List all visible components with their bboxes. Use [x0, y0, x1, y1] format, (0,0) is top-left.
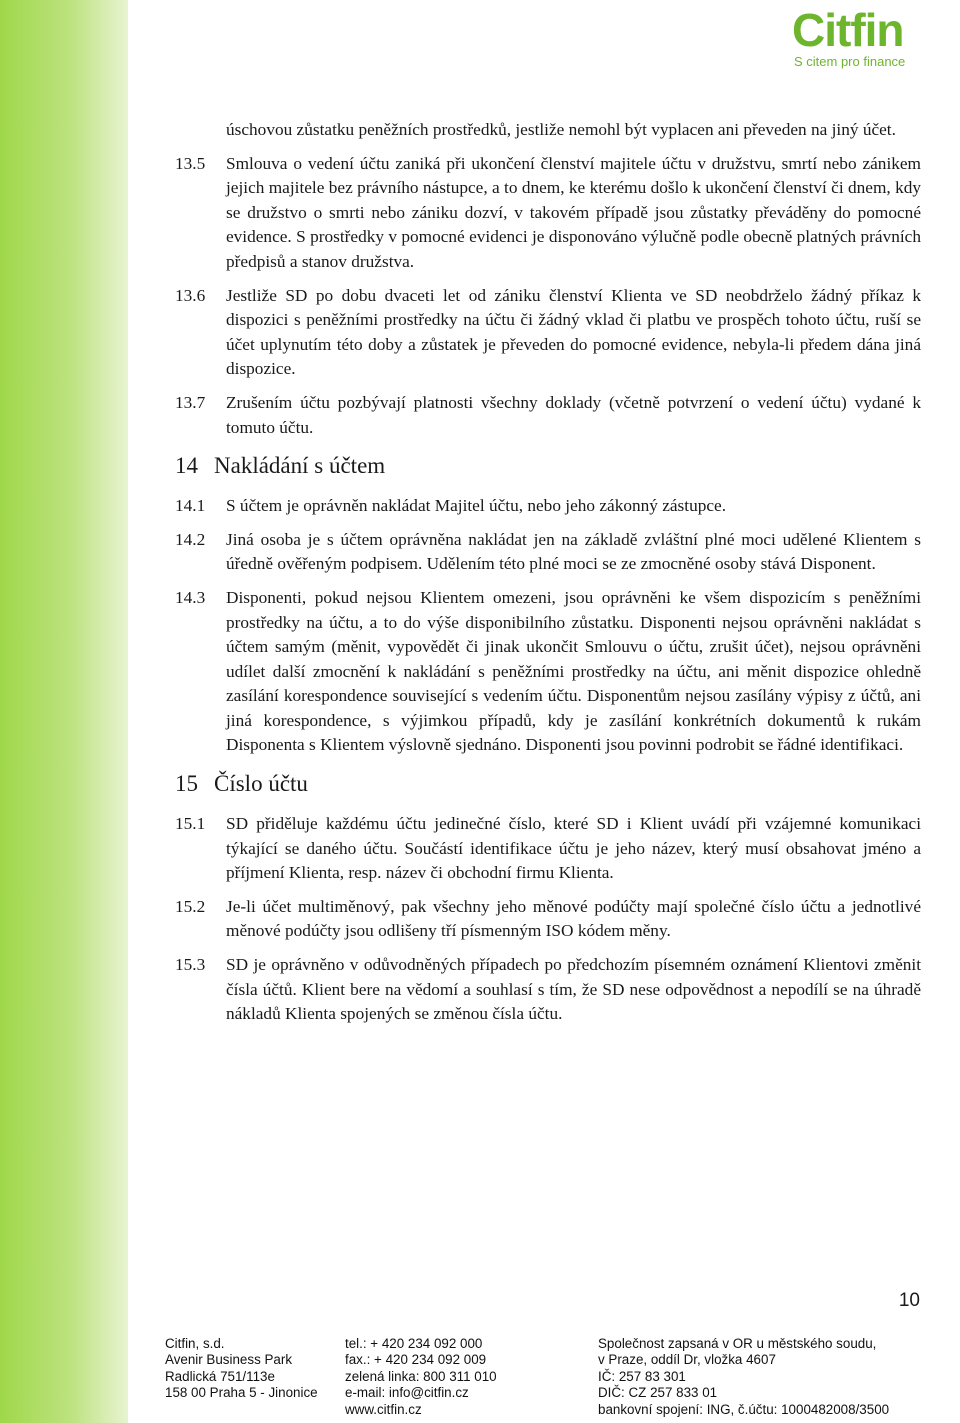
footer-line: IČ: 257 83 301: [598, 1368, 686, 1384]
footer-line: Avenir Business Park: [165, 1352, 293, 1368]
clause-14-2: [175, 528, 921, 577]
section-heading-15: [175, 770, 921, 798]
clause-15-2: [175, 895, 921, 944]
clause-number: 13.5: [175, 153, 206, 173]
clause-text: Je-li účet multiměnový, pak všechny jeho měnové podúčty mají společné číslo účtu a jednotlivé měnové podúčty jsou odlišeny tří písmenným ISO kódem měny.: [226, 896, 921, 941]
citfin-logo: [792, 6, 942, 69]
footer-email: e-mail: info@citfin.cz: [345, 1385, 469, 1401]
footer-line: Citfin, s.d.: [165, 1336, 225, 1351]
logo-wordmark: Citfin: [792, 4, 904, 56]
clause-13-5: [175, 152, 921, 275]
left-green-band: [0, 0, 128, 1423]
footer-line: Společnost zapsaná v OR u městského soudu,: [598, 1336, 877, 1351]
clause-number: 13.6: [175, 285, 206, 305]
clause-text: Zrušením účtu pozbývají platnosti všechny doklady (včetně potvrzení o vedení účtu) vydané k tomuto účtu.: [226, 392, 921, 437]
paragraph-continuation: úschovou zůstatku peněžních prostředků, jestliže nemohl být vyplacen ani převeden na jiný účet.: [226, 120, 896, 139]
clause-number: 15.1: [175, 814, 206, 834]
footer-registry-column: [598, 1336, 889, 1418]
footer-website: www.citfin.cz: [345, 1401, 422, 1417]
page-number: 10: [898, 1290, 920, 1311]
clause-text: Disponenti, pokud nejsou Klientem omezeni, jsou oprávněni ke všem dispozicím s peněžními prostředky na účtu, a to do výše disponibilního zůstatku. Disponenti nejsou oprávněni nakládat s účtem samým (měnit, vypovědět či jinak ukončit Smlouvu o účtu, zrušit účet), nejsou oprávněni udílet další zmocnění k nakládání s peněžními prostředky na účtu, ani měnit dispozice ohledně zasílání korespondence související s vedením účtu. Disponentům nejsou zasílány výpisy z účtů, ani jiná korespondence, s výjimkou případů, kdy je zasílání konkrétních dokumentů k rukám Disponenta s Klientem výslovně sjednáno. Disponenti jsou povinni podrobit se řádné identifikaci.: [226, 587, 921, 755]
footer-line: bankovní spojení: ING, č.účtu: 1000482008/3500: [598, 1401, 890, 1417]
footer-fax: fax.: + 420 234 092 009: [345, 1352, 487, 1368]
clause-text: Jiná osoba je s účtem oprávněna nakládat jen na základě zvláštní plné moci udělené Klientem s úředně ověřeným podpisem. Udělením této plné moci se ze zmocněné osoby stává Disponent.: [226, 529, 921, 574]
section-heading-14: [175, 452, 921, 480]
clause-number: 13.7: [175, 392, 206, 412]
clause-13-7: [175, 391, 921, 440]
clause-number: 15.2: [175, 896, 206, 916]
footer-phone: tel.: + 420 234 092 000: [345, 1336, 483, 1351]
footer-line: v Praze, oddíl Dr, vložka 4607: [598, 1352, 776, 1368]
logo-tagline: S citem pro finance: [794, 54, 906, 69]
clause-number: 15.3: [175, 955, 206, 975]
section-number: 14: [175, 453, 198, 479]
footer-line: 158 00 Praha 5 - Jinonice: [165, 1385, 318, 1401]
clause-14-1: [175, 494, 921, 519]
clause-text: Jestliže SD po dobu dvaceti let od zániku členství Klienta ve SD neobdrželo žádný příkaz k dispozici s peněžními prostředky na účtu či žádný vklad či platbu ve prospěch tohoto účtu, ruší se účet uplynutím této doby a zůstatek je převeden do pomocné evidence, nebyla-li předem dána jiná dispozice.: [226, 285, 921, 379]
document-body: [175, 118, 921, 1036]
clause-number: 14.1: [175, 496, 206, 516]
clause-text: SD přiděluje každému účtu jedinečné číslo, které SD i Klient uvádí při vzájemné komunikaci týkající se daného účtu. Součástí identifikace účtu je jeho název, který musí obsahovat jméno a příjmení Klienta, resp. název či obchodní firmu Klienta.: [226, 814, 921, 883]
footer-hotline: zelená linka: 800 311 010: [345, 1368, 497, 1384]
clause-number: 14.3: [175, 587, 206, 607]
clause-13-6: [175, 284, 921, 382]
clause-15-1: [175, 812, 921, 886]
clause-15-3: [175, 953, 921, 1027]
section-title: Číslo účtu: [214, 771, 308, 797]
clause-text: SD je oprávněno v odůvodněných případech po předchozím písemném oznámení Klientovi změnit čísla účtů. Klient bere na vědomí a souhlasí s tím, že SD nese odpovědnost a nepodílí se na úhradě nákladů Klienta spojených se změnou čísla účtu.: [226, 955, 921, 1024]
section-title: Nakládání s účtem: [214, 453, 386, 479]
section-number: 15: [175, 771, 198, 797]
clause-text: S účtem je oprávněn nakládat Majitel účtu, nebo jeho zákonný zástupce.: [226, 496, 727, 516]
footer-contact-column: [345, 1336, 497, 1418]
clause-14-3: [175, 586, 921, 758]
footer-company-column: [165, 1336, 318, 1402]
footer-line: DIČ: CZ 257 833 01: [598, 1385, 718, 1401]
footer-line: Radlická 751/113e: [165, 1368, 275, 1384]
clause-number: 14.2: [175, 529, 206, 549]
clause-text: Smlouva o vedení účtu zaniká při ukončení členství majitele účtu v družstvu, smrtí nebo zánikem jejich majitele bez právního nástupce, a to dnem, ke kterému došlo k ukončení členství či dnem, kdy se družstvo o smrti nebo zániku dozví, v takovém případě jsou zůstatky převáděny do pomocné evidence. S prostředky v pomocné evidenci je disponováno výlučně podle obecně platných právních předpisů a stanov družstva.: [226, 153, 921, 271]
